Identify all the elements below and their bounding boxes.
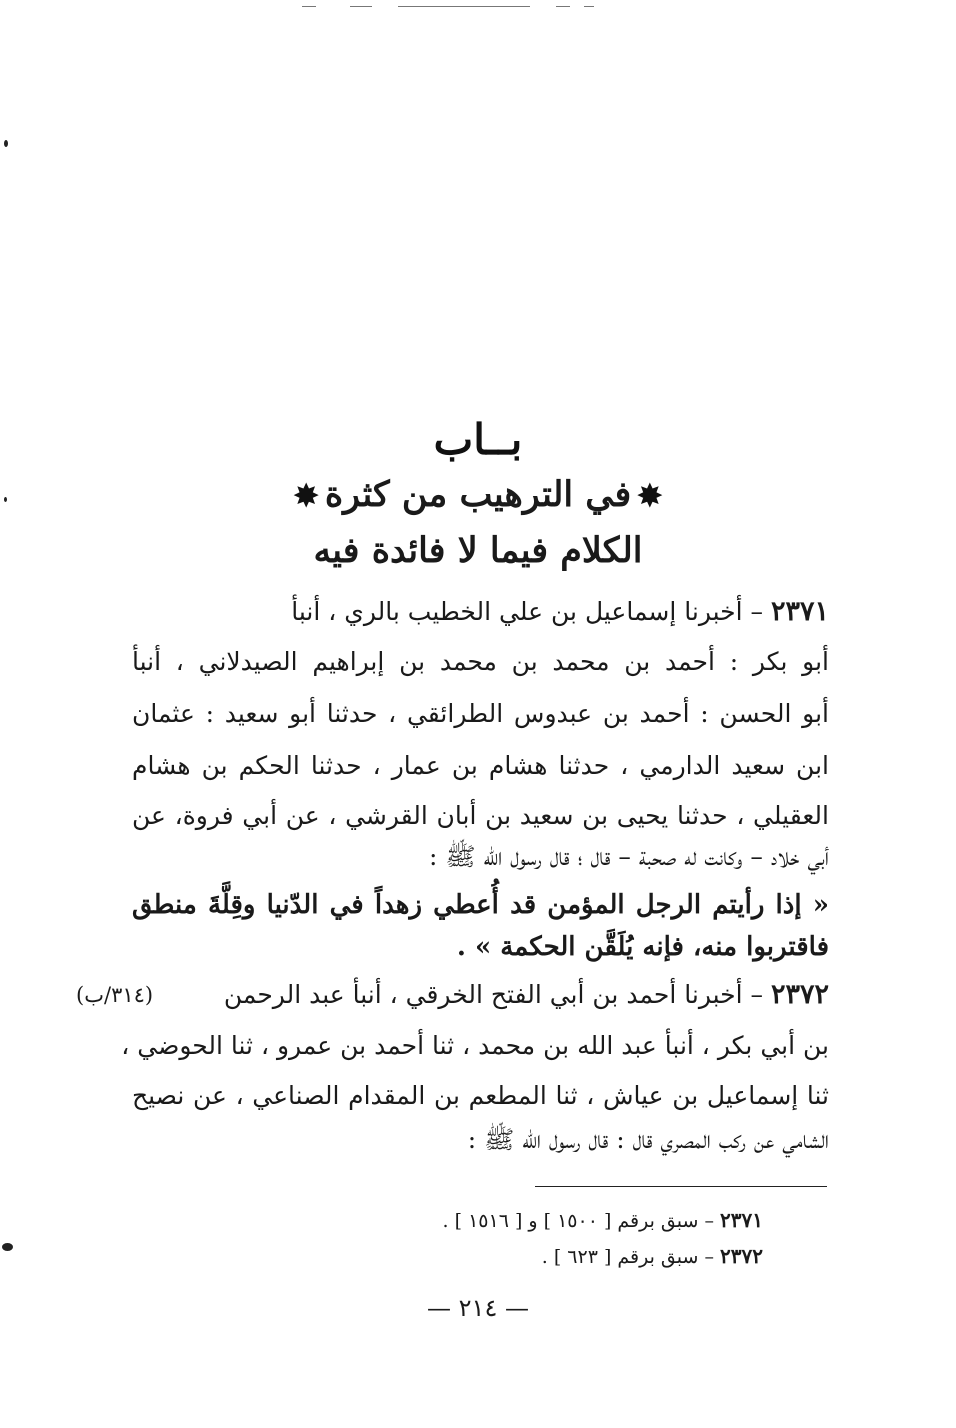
- hadith-2371-line: أبي خلاد – وكانت له صحبة – قال ؛ قال رسول الله ﷺ :: [429, 842, 829, 871]
- top-rule: [302, 6, 316, 7]
- footnote-number: ٢٣٧٢: [720, 1244, 763, 1268]
- hadith-2371-line: [132, 587, 829, 637]
- footnote-text: – سبق برقم [ ١٥٠٠ ] و [ ١٥١٦ ] .: [442, 1210, 714, 1232]
- chapter-label: بــاب: [433, 415, 523, 464]
- footnote-number: ٢٣٧١: [720, 1208, 763, 1232]
- hadith-2371-line: أبو بكر : أحمد بن محمد بن محمد بن إبراهيم الصيدلاني ، أنبأ: [132, 647, 829, 676]
- manuscript-folio-ref: (٣١٤/ب): [76, 983, 154, 1007]
- chapter-title-line1: [0, 474, 956, 515]
- hadith-2371-line: العقيلي ، حدثنا يحيى بن سعيد بن أبان القرشي ، عن أبي فروة، عن: [132, 801, 829, 830]
- footnote: [203, 1203, 763, 1237]
- footnote-rule: [535, 1186, 827, 1187]
- hadith-2371-matn: فاقتربوا منه، فإنه يُلَقَّن الحكمة » .: [456, 932, 829, 962]
- hadith-number: ٢٣٧١: [770, 596, 829, 627]
- star-ornament-icon: ✸: [293, 479, 319, 514]
- hadith-2371-line: ابن سعيد الدارمي ، حدثنا هشام بن عمار ، حدثنا الحكم بن هشام: [132, 751, 829, 780]
- top-rule: [556, 6, 570, 7]
- page-number: — ٢١٤ —: [427, 1294, 529, 1322]
- scan-speck: [2, 1243, 13, 1251]
- isnad-text: – أخبرنا إسماعيل بن علي الخطيب بالري ، أنبأ: [291, 597, 764, 626]
- top-rule: [350, 6, 372, 7]
- hadith-number: ٢٣٧٢: [770, 979, 829, 1010]
- chapter-title-text: في الترهيب من كثرة: [324, 474, 632, 515]
- isnad-text: – أخبرنا أحمد بن أبي الفتح الخرقي ، أنبأ عبد الرحمن: [223, 980, 764, 1009]
- star-ornament-icon: ✸: [637, 479, 663, 514]
- hadith-2371-matn: « إذا رأيتم الرجل المؤمن قد أُعطي زهداً في الدّنيا وقِلَّةَ منطق: [132, 890, 829, 920]
- hadith-2372-line: ثنا إسماعيل بن عياش ، ثنا المطعم بن المقدام الصناعي ، عن نصيح: [132, 1081, 829, 1110]
- top-rule: [584, 6, 594, 7]
- footnote-text: – سبق برقم [ ٦٢٣ ] .: [541, 1246, 714, 1268]
- chapter-title-line2: الكلام فيما لا فائدة فيه: [313, 530, 643, 571]
- scan-speck: [4, 140, 8, 147]
- hadith-2372-line: الشامي عن ركب المصري قال : قال رسول الله ﷺ :: [467, 1125, 829, 1154]
- hadith-2372-line: بن أبي بكر ، أنبأ عبد الله بن محمد ، ثنا أحمد بن عمرو ، ثنا الحوضي ،: [121, 1031, 829, 1060]
- hadith-2372-line: [132, 970, 829, 1020]
- hadith-2371-line: أبو الحسن : أحمد بن عبدوس الطرائقي ، حدثنا أبو سعيد : عثمان: [132, 699, 829, 728]
- footnote: [203, 1239, 763, 1273]
- top-rule: [398, 6, 530, 7]
